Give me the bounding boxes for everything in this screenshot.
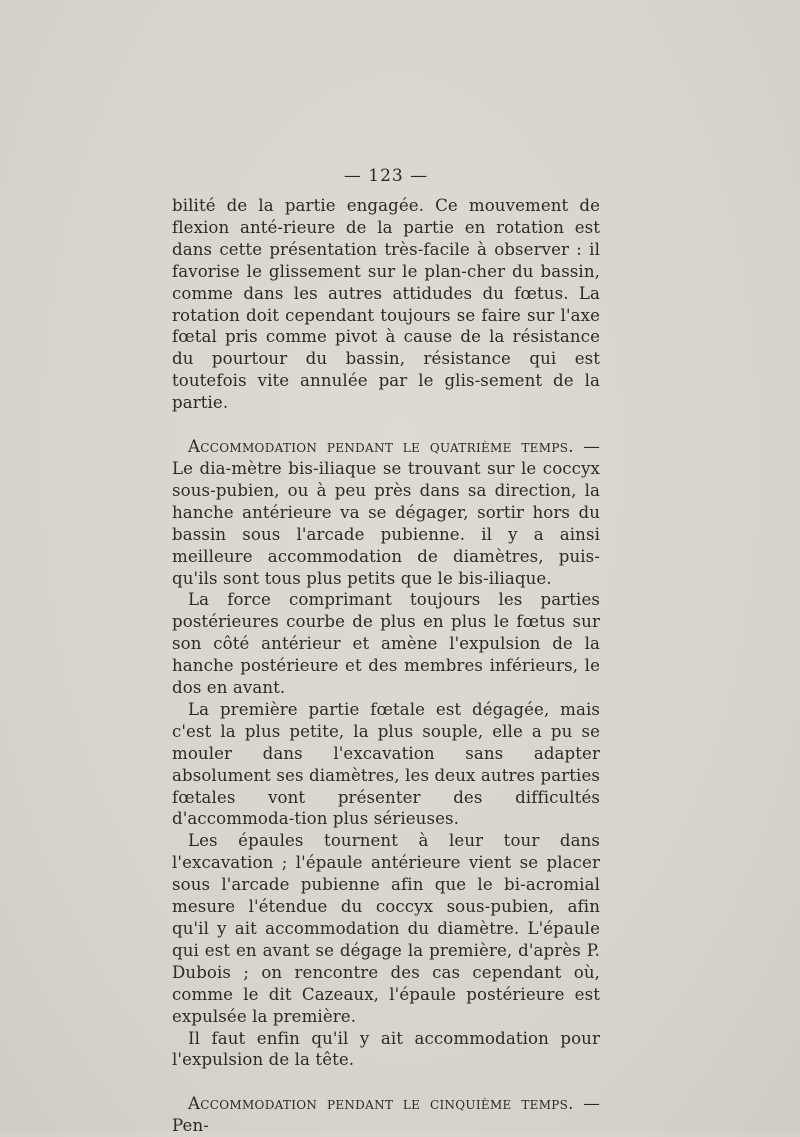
- paragraph-fifth-stage: [172, 1093, 600, 1137]
- section-heading-fourth-stage: Accommodation pendant le quatrième temps.: [188, 437, 574, 457]
- book-page: [172, 165, 600, 1137]
- section-heading-fifth-stage: Accommodation pendant le cinquième temps.: [188, 1094, 574, 1114]
- paragraph-first-part: La première partie fœtale est dégagée, mais c'est la plus petite, la plus souple, elle a pu se mouler dans l'excavation sans adapter absolument ses diamètres, les deux autres parties fœtales vont présenter des difficultés d'accommoda-tion plus sérieuses.: [172, 699, 600, 829]
- paragraph-force: La force comprimant toujours les parties postérieures courbe de plus en plus le fœtus sur son côté antérieur et amène l'expulsion de la hanche postérieure et des membres inférieurs, le dos en avant.: [172, 590, 600, 698]
- section-gap: [172, 414, 600, 436]
- paragraph-fifth-stage-body: — Pen-: [172, 1094, 600, 1136]
- section-gap: [172, 1071, 600, 1093]
- paragraph-shoulders: Les épaules tournent à leur tour dans l'excavation ; l'épaule antérieure vient se placer sous l'arcade pubienne afin que le bi-acromial mesure l'étendue du coccyx sous-pubien, afin qu'il y ait accommodation du diamètre. L'épaule qui est en avant se dégage la première, d'après P. Dubois ; on rencontre des cas cependant où, comme le dit Cazeaux, l'épaule postérieure est expulsée la première.: [172, 831, 600, 1026]
- paragraph-fourth-stage: [172, 436, 600, 589]
- page-number: — 123 —: [343, 166, 429, 186]
- paragraph-head: Il faut enfin qu'il y ait accommodation pour l'expulsion de la tête.: [172, 1028, 600, 1070]
- paragraph-continuation: bilité de la partie engagée. Ce mouvement de flexion anté-rieure de la partie en rotation est dans cette présentation très-facile à observer : il favorise le glissement sur le plan-cher du bassin, comme dans les autres attidudes du fœtus. La rotation doit cependant toujours se faire sur l'axe fœtal pris comme pivot à cause de la résistance du pourtour du bassin, résistance qui est toutefois vite annulée par le glis-sement de la partie.: [172, 196, 600, 413]
- paragraph-fourth-stage-body: — Le dia-mètre bis-iliaque se trouvant sur le coccyx sous-pubien, ou à peu près dans sa direction, la hanche antérieure va se dégager, sortir hors du bassin sous l'arcade pubienne. il y a ainsi meilleure accommodation de diamètres, puis-qu'ils sont tous plus petits que le bis-iliaque.: [172, 437, 600, 588]
